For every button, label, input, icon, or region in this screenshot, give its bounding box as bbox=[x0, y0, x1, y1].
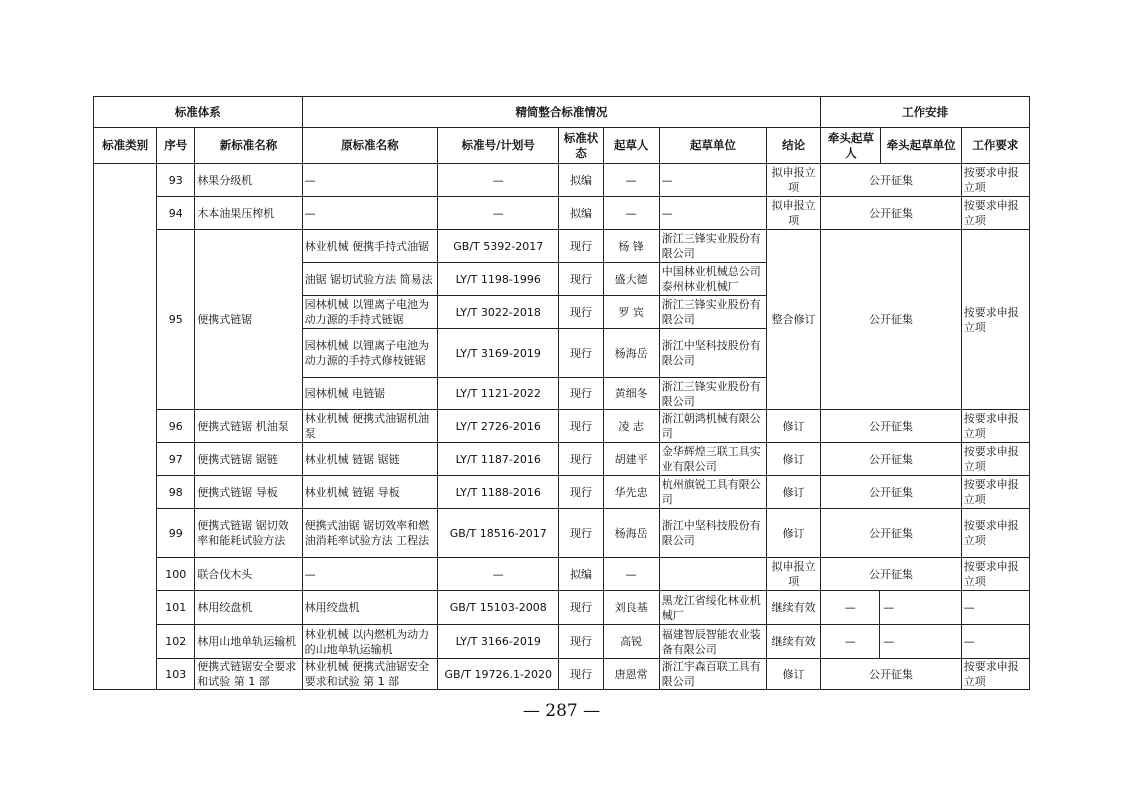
standards-table bbox=[93, 96, 1030, 690]
row-org: 金华辉煌三联工具实业有限公司 bbox=[659, 443, 766, 476]
row-status: 现行 bbox=[559, 476, 603, 509]
row-plan: 公开征集 bbox=[821, 164, 961, 197]
table-row bbox=[94, 230, 1030, 263]
row-org: 浙江宇森百联工具有限公司 bbox=[659, 659, 766, 690]
row-org: 浙江三锋实业股份有限公司 bbox=[659, 230, 766, 263]
row-std-no: LY/T 3166-2019 bbox=[438, 625, 559, 659]
row-requirement: 按要求申报立项 bbox=[961, 230, 1029, 410]
row-orig-name: 林业机械 链锯 锯链 bbox=[302, 443, 437, 476]
row-new-name: 便携式链锯 bbox=[195, 230, 302, 410]
row-conclusion: 继续有效 bbox=[767, 625, 821, 659]
col-header-seq: 序号 bbox=[157, 128, 195, 164]
row-status: 现行 bbox=[559, 443, 603, 476]
row-seq: 95 bbox=[157, 230, 195, 410]
row-new-name: 林用绞盘机 bbox=[195, 591, 302, 625]
row-std-no: GB/T 5392-2017 bbox=[438, 230, 559, 263]
row-drafter: 刘良基 bbox=[603, 591, 659, 625]
row-orig-name: 便携式油锯 锯切效率和燃油消耗率试验方法 工程法 bbox=[302, 509, 437, 558]
table-row bbox=[94, 197, 1030, 230]
row-requirement: 按要求申报立项 bbox=[961, 509, 1029, 558]
col-header-lead-org: 牵头起草单位 bbox=[881, 128, 961, 164]
row-drafter: 盛大德 bbox=[603, 263, 659, 296]
row-orig-name: — bbox=[302, 558, 437, 591]
col-header-orig-name: 原标准名称 bbox=[302, 128, 437, 164]
row-status: 拟编 bbox=[559, 197, 603, 230]
row-std-no: LY/T 3169-2019 bbox=[438, 329, 559, 378]
row-orig-name: 林用绞盘机 bbox=[302, 591, 437, 625]
category-cell bbox=[94, 164, 157, 690]
row-conclusion: 修订 bbox=[767, 509, 821, 558]
row-orig-name: 林业机械 链锯 导板 bbox=[302, 476, 437, 509]
table-row bbox=[94, 476, 1030, 509]
col-header-conclusion: 结论 bbox=[767, 128, 821, 164]
row-plan: 公开征集 bbox=[821, 410, 961, 443]
row-new-name: 林用山地单轨运输机 bbox=[195, 625, 302, 659]
row-lead-org: — bbox=[879, 625, 960, 658]
row-org: 浙江朝鸿机械有限公司 bbox=[659, 410, 766, 443]
row-std-no: — bbox=[438, 164, 559, 197]
row-conclusion: 继续有效 bbox=[767, 591, 821, 625]
row-requirement: 按要求申报立项 bbox=[961, 659, 1029, 690]
row-new-name: 林果分级机 bbox=[195, 164, 302, 197]
row-seq: 98 bbox=[157, 476, 195, 509]
row-requirement: — bbox=[961, 625, 1029, 659]
row-drafter: 罗 宾 bbox=[603, 296, 659, 329]
row-status: 现行 bbox=[559, 625, 603, 659]
row-status: 现行 bbox=[559, 591, 603, 625]
row-conclusion: 拟申报立项 bbox=[767, 558, 821, 591]
row-orig-name: 林业机械 便携手持式油锯 bbox=[302, 230, 437, 263]
row-seq: 99 bbox=[157, 509, 195, 558]
group-header-streamline: 精简整合标准情况 bbox=[302, 97, 821, 128]
row-requirement: 按要求申报立项 bbox=[961, 197, 1029, 230]
row-requirement: 按要求申报立项 bbox=[961, 410, 1029, 443]
row-conclusion: 修订 bbox=[767, 443, 821, 476]
row-plan: 公开征集 bbox=[821, 230, 961, 410]
row-drafter: 凌 志 bbox=[603, 410, 659, 443]
row-orig-name: — bbox=[302, 197, 437, 230]
col-header-org: 起草单位 bbox=[659, 128, 766, 164]
row-std-no: — bbox=[438, 197, 559, 230]
row-drafter: 唐恩常 bbox=[603, 659, 659, 690]
row-new-name: 联合伐木头 bbox=[195, 558, 302, 591]
col-header-category: 标准类别 bbox=[94, 128, 157, 164]
row-status: 现行 bbox=[559, 378, 603, 410]
row-requirement: — bbox=[961, 591, 1029, 625]
row-drafter: — bbox=[603, 197, 659, 230]
row-std-no: GB/T 18516-2017 bbox=[438, 509, 559, 558]
row-lead-org: — bbox=[879, 591, 960, 624]
row-new-name: 木本油果压榨机 bbox=[195, 197, 302, 230]
row-seq: 96 bbox=[157, 410, 195, 443]
row-seq: 102 bbox=[157, 625, 195, 659]
row-conclusion: 拟申报立项 bbox=[767, 197, 821, 230]
row-orig-name: 林业机械 便携式油锯机油泵 bbox=[302, 410, 437, 443]
table-row bbox=[94, 625, 1030, 659]
row-orig-name: 林业机械 便携式油锯安全要求和试验 第 1 部 bbox=[302, 659, 437, 690]
col-header-drafter: 起草人 bbox=[603, 128, 659, 164]
col-header-new-name: 新标准名称 bbox=[195, 128, 302, 164]
table-row bbox=[94, 443, 1030, 476]
row-orig-name: 林业机械 以内燃机为动力的山地单轨运输机 bbox=[302, 625, 437, 659]
table-row bbox=[94, 558, 1030, 591]
row-std-no: LY/T 2726-2016 bbox=[438, 410, 559, 443]
page-number: 287 bbox=[545, 701, 578, 721]
row-std-no: GB/T 19726.1-2020 bbox=[438, 659, 559, 690]
table-row bbox=[94, 164, 1030, 197]
row-org: 中国林业机械总公司泰州林业机械厂 bbox=[659, 263, 766, 296]
row-std-no: LY/T 3022-2018 bbox=[438, 296, 559, 329]
page-dash-left: — bbox=[522, 701, 540, 721]
row-new-name: 便携式链锯 导板 bbox=[195, 476, 302, 509]
row-status: 现行 bbox=[559, 410, 603, 443]
row-org bbox=[659, 558, 766, 591]
row-drafter: 胡建平 bbox=[603, 443, 659, 476]
row-seq: 93 bbox=[157, 164, 195, 197]
table-row bbox=[94, 410, 1030, 443]
row-seq: 100 bbox=[157, 558, 195, 591]
row-new-name: 便携式链锯 锯切效率和能耗试验方法 bbox=[195, 509, 302, 558]
col-header-lead-drafter: 牵头起草人 bbox=[821, 128, 881, 164]
row-seq: 94 bbox=[157, 197, 195, 230]
row-new-name: 便携式链锯安全要求和试验 第 1 部 bbox=[195, 659, 302, 690]
row-plan: 公开征集 bbox=[821, 659, 961, 690]
row-lead-cell bbox=[821, 625, 961, 659]
row-plan: 公开征集 bbox=[821, 197, 961, 230]
row-status: 现行 bbox=[559, 329, 603, 378]
row-org: 浙江中坚科技股份有限公司 bbox=[659, 329, 766, 378]
row-orig-name: 园林机械 以锂离子电池为动力源的手持式修枝链锯 bbox=[302, 329, 437, 378]
row-conclusion: 修订 bbox=[767, 476, 821, 509]
row-new-name: 便携式链锯 机油泵 bbox=[195, 410, 302, 443]
row-orig-name: 油锯 锯切试验方法 简易法 bbox=[302, 263, 437, 296]
row-status: 现行 bbox=[559, 230, 603, 263]
row-drafter: 高锐 bbox=[603, 625, 659, 659]
row-orig-name: 园林机械 电链锯 bbox=[302, 378, 437, 410]
page-dash-right: — bbox=[583, 701, 601, 721]
col-header-requirement: 工作要求 bbox=[961, 128, 1029, 164]
table-row bbox=[94, 509, 1030, 558]
row-org: — bbox=[659, 197, 766, 230]
row-plan: 公开征集 bbox=[821, 558, 961, 591]
row-lead-drafter: — bbox=[844, 601, 856, 614]
row-org: 浙江三锋实业股份有限公司 bbox=[659, 378, 766, 410]
row-requirement: 按要求申报立项 bbox=[961, 443, 1029, 476]
row-lead-cell bbox=[821, 591, 961, 625]
group-header-work: 工作安排 bbox=[821, 97, 1030, 128]
row-drafter: 杨海岳 bbox=[603, 329, 659, 378]
table-row bbox=[94, 591, 1030, 625]
row-status: 现行 bbox=[559, 296, 603, 329]
row-conclusion: 整合修订 bbox=[767, 230, 821, 410]
row-org: 杭州旗锐工具有限公司 bbox=[659, 476, 766, 509]
row-orig-name: — bbox=[302, 164, 437, 197]
row-std-no: — bbox=[438, 558, 559, 591]
row-drafter: 杨 锋 bbox=[603, 230, 659, 263]
page-number-footer bbox=[0, 701, 1123, 721]
row-org: 黑龙江省绥化林业机械厂 bbox=[659, 591, 766, 625]
row-drafter: 杨海岳 bbox=[603, 509, 659, 558]
row-drafter: — bbox=[603, 558, 659, 591]
row-requirement: 按要求申报立项 bbox=[961, 476, 1029, 509]
row-seq: 97 bbox=[157, 443, 195, 476]
row-status: 拟编 bbox=[559, 164, 603, 197]
group-header-standard-system: 标准体系 bbox=[94, 97, 303, 128]
row-seq: 103 bbox=[157, 659, 195, 690]
row-drafter: — bbox=[603, 164, 659, 197]
row-seq: 101 bbox=[157, 591, 195, 625]
row-lead-drafter: — bbox=[844, 635, 856, 648]
row-std-no: LY/T 1198-1996 bbox=[438, 263, 559, 296]
row-org: 浙江三锋实业股份有限公司 bbox=[659, 296, 766, 329]
row-status: 拟编 bbox=[559, 558, 603, 591]
row-drafter: 黄细冬 bbox=[603, 378, 659, 410]
row-conclusion: 修订 bbox=[767, 659, 821, 690]
row-requirement: 按要求申报立项 bbox=[961, 164, 1029, 197]
row-org: — bbox=[659, 164, 766, 197]
row-requirement: 按要求申报立项 bbox=[961, 558, 1029, 591]
row-std-no: LY/T 1187-2016 bbox=[438, 443, 559, 476]
row-std-no: LY/T 1121-2022 bbox=[438, 378, 559, 410]
row-org: 福建智辰智能农业装备有限公司 bbox=[659, 625, 766, 659]
row-orig-name: 园林机械 以锂离子电池为动力源的手持式链锯 bbox=[302, 296, 437, 329]
row-plan: 公开征集 bbox=[821, 509, 961, 558]
table-row bbox=[94, 659, 1030, 690]
row-conclusion: 拟申报立项 bbox=[767, 164, 821, 197]
row-new-name: 便携式链锯 锯链 bbox=[195, 443, 302, 476]
row-status: 现行 bbox=[559, 659, 603, 690]
row-std-no: GB/T 15103-2008 bbox=[438, 591, 559, 625]
row-drafter: 华先忠 bbox=[603, 476, 659, 509]
row-status: 现行 bbox=[559, 509, 603, 558]
row-status: 现行 bbox=[559, 263, 603, 296]
col-header-std-no: 标准号/计划号 bbox=[438, 128, 559, 164]
row-org: 浙江中坚科技股份有限公司 bbox=[659, 509, 766, 558]
col-header-status: 标准状态 bbox=[559, 128, 603, 164]
row-plan: 公开征集 bbox=[821, 476, 961, 509]
row-plan: 公开征集 bbox=[821, 443, 961, 476]
row-std-no: LY/T 1188-2016 bbox=[438, 476, 559, 509]
row-conclusion: 修订 bbox=[767, 410, 821, 443]
